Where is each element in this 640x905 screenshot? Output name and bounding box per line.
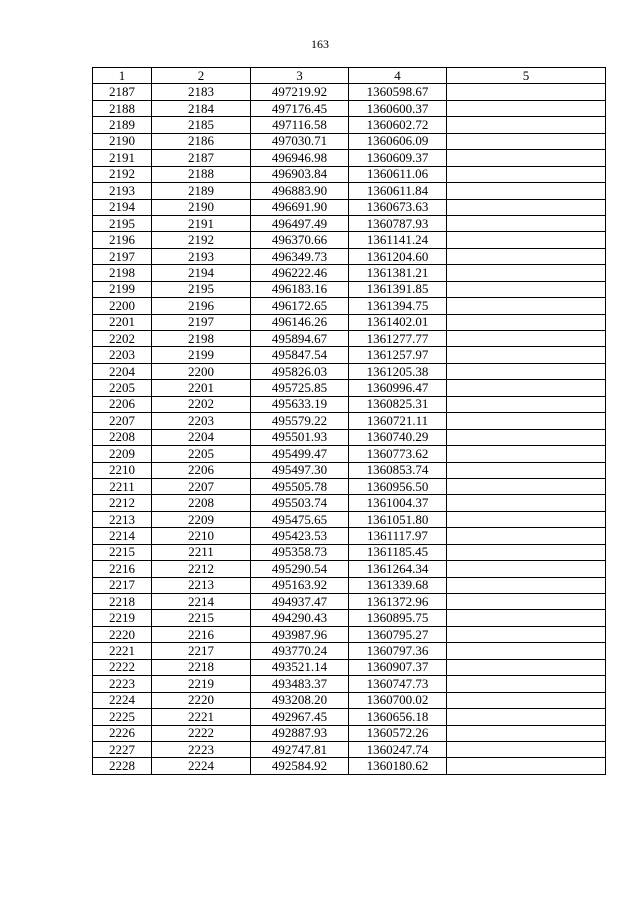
table-header	[93, 68, 606, 84]
cell-point-id: 2183	[152, 84, 251, 100]
cell-y-coordinate: 1360956.50	[349, 478, 447, 494]
table-row	[93, 248, 606, 264]
cell-point-id: 2222	[152, 725, 251, 741]
cell-point-id: 2210	[152, 528, 251, 544]
cell-x-coordinate: 496183.16	[251, 281, 349, 297]
cell-point-number: 2223	[93, 676, 152, 692]
cell-point-id: 2201	[152, 380, 251, 396]
header-col-5: 5	[447, 68, 606, 84]
cell-y-coordinate: 1361381.21	[349, 265, 447, 281]
cell-x-coordinate: 493208.20	[251, 692, 349, 708]
table-row	[93, 347, 606, 363]
cell-x-coordinate: 495499.47	[251, 446, 349, 462]
cell-y-coordinate: 1360740.29	[349, 429, 447, 445]
cell-y-coordinate: 1361204.60	[349, 248, 447, 264]
cell-y-coordinate: 1361205.38	[349, 363, 447, 379]
cell-x-coordinate: 495163.92	[251, 577, 349, 593]
cell-y-coordinate: 1360247.74	[349, 741, 447, 757]
cell-note	[447, 298, 606, 314]
cell-note	[447, 380, 606, 396]
header-col-2: 2	[152, 68, 251, 84]
cell-x-coordinate: 496370.66	[251, 232, 349, 248]
cell-point-id: 2190	[152, 199, 251, 215]
cell-note	[447, 725, 606, 741]
cell-x-coordinate: 495579.22	[251, 413, 349, 429]
cell-point-id: 2197	[152, 314, 251, 330]
cell-point-id: 2213	[152, 577, 251, 593]
cell-note	[447, 84, 606, 100]
cell-y-coordinate: 1360700.02	[349, 692, 447, 708]
cell-point-number: 2203	[93, 347, 152, 363]
cell-point-number: 2225	[93, 709, 152, 725]
table-row	[93, 659, 606, 675]
cell-point-number: 2188	[93, 100, 152, 116]
cell-y-coordinate: 1361277.77	[349, 331, 447, 347]
cell-x-coordinate: 495826.03	[251, 363, 349, 379]
cell-point-id: 2184	[152, 100, 251, 116]
cell-x-coordinate: 495725.85	[251, 380, 349, 396]
cell-point-number: 2201	[93, 314, 152, 330]
table-row	[93, 741, 606, 757]
header-col-4: 4	[349, 68, 447, 84]
cell-y-coordinate: 1360787.93	[349, 215, 447, 231]
cell-x-coordinate: 497030.71	[251, 133, 349, 149]
cell-point-id: 2186	[152, 133, 251, 149]
cell-y-coordinate: 1361394.75	[349, 298, 447, 314]
table-row	[93, 100, 606, 116]
cell-point-id: 2199	[152, 347, 251, 363]
cell-y-coordinate: 1360572.26	[349, 725, 447, 741]
cell-point-id: 2218	[152, 659, 251, 675]
table-row	[93, 594, 606, 610]
cell-x-coordinate: 495290.54	[251, 561, 349, 577]
cell-x-coordinate: 497176.45	[251, 100, 349, 116]
cell-y-coordinate: 1360673.63	[349, 199, 447, 215]
cell-point-number: 2228	[93, 758, 152, 774]
cell-note	[447, 150, 606, 166]
cell-point-number: 2197	[93, 248, 152, 264]
table-row	[93, 725, 606, 741]
cell-x-coordinate: 496349.73	[251, 248, 349, 264]
cell-note	[447, 215, 606, 231]
cell-note	[447, 626, 606, 642]
cell-point-id: 2191	[152, 215, 251, 231]
cell-y-coordinate: 1361391.85	[349, 281, 447, 297]
cell-y-coordinate: 1360609.37	[349, 150, 447, 166]
cell-point-id: 2203	[152, 413, 251, 429]
cell-x-coordinate: 495497.30	[251, 462, 349, 478]
cell-y-coordinate: 1360797.36	[349, 643, 447, 659]
cell-point-number: 2193	[93, 183, 152, 199]
cell-point-id: 2200	[152, 363, 251, 379]
cell-point-id: 2204	[152, 429, 251, 445]
cell-x-coordinate: 493987.96	[251, 626, 349, 642]
table-row	[93, 462, 606, 478]
cell-point-id: 2215	[152, 610, 251, 626]
cell-point-number: 2227	[93, 741, 152, 757]
cell-x-coordinate: 492967.45	[251, 709, 349, 725]
table-row	[93, 495, 606, 511]
cell-y-coordinate: 1360996.47	[349, 380, 447, 396]
cell-y-coordinate: 1360606.09	[349, 133, 447, 149]
cell-x-coordinate: 496172.65	[251, 298, 349, 314]
cell-y-coordinate: 1361185.45	[349, 544, 447, 560]
table-row	[93, 478, 606, 494]
table-row	[93, 331, 606, 347]
page-number: 163	[311, 37, 329, 51]
cell-point-id: 2209	[152, 511, 251, 527]
cell-y-coordinate: 1360747.73	[349, 676, 447, 692]
cell-note	[447, 643, 606, 659]
cell-point-number: 2206	[93, 396, 152, 412]
cell-y-coordinate: 1360773.62	[349, 446, 447, 462]
cell-note	[447, 511, 606, 527]
cell-point-number: 2196	[93, 232, 152, 248]
table-row	[93, 281, 606, 297]
cell-x-coordinate: 495847.54	[251, 347, 349, 363]
cell-point-id: 2207	[152, 478, 251, 494]
cell-x-coordinate: 492747.81	[251, 741, 349, 757]
cell-y-coordinate: 1361257.97	[349, 347, 447, 363]
table-row	[93, 265, 606, 281]
cell-point-id: 2192	[152, 232, 251, 248]
cell-x-coordinate: 496946.98	[251, 150, 349, 166]
cell-point-number: 2214	[93, 528, 152, 544]
cell-x-coordinate: 494937.47	[251, 594, 349, 610]
cell-note	[447, 281, 606, 297]
cell-x-coordinate: 494290.43	[251, 610, 349, 626]
cell-note	[447, 314, 606, 330]
table-row	[93, 166, 606, 182]
cell-note	[447, 676, 606, 692]
cell-point-number: 2198	[93, 265, 152, 281]
cell-point-id: 2224	[152, 758, 251, 774]
cell-point-id: 2208	[152, 495, 251, 511]
cell-x-coordinate: 495501.93	[251, 429, 349, 445]
cell-point-id: 2205	[152, 446, 251, 462]
cell-point-id: 2221	[152, 709, 251, 725]
table-row	[93, 413, 606, 429]
cell-x-coordinate: 492887.93	[251, 725, 349, 741]
cell-note	[447, 232, 606, 248]
cell-point-number: 2209	[93, 446, 152, 462]
cell-note	[447, 544, 606, 560]
table-row	[93, 380, 606, 396]
cell-x-coordinate: 495423.53	[251, 528, 349, 544]
table-row	[93, 363, 606, 379]
cell-note	[447, 495, 606, 511]
table-row	[93, 314, 606, 330]
table-row	[93, 133, 606, 149]
cell-note	[447, 610, 606, 626]
cell-y-coordinate: 1360611.06	[349, 166, 447, 182]
cell-x-coordinate: 495633.19	[251, 396, 349, 412]
cell-y-coordinate: 1361051.80	[349, 511, 447, 527]
table-row	[93, 298, 606, 314]
cell-note	[447, 577, 606, 593]
table-row	[93, 429, 606, 445]
cell-y-coordinate: 1361004.37	[349, 495, 447, 511]
table-row	[93, 215, 606, 231]
table-row	[93, 758, 606, 774]
cell-point-number: 2212	[93, 495, 152, 511]
cell-point-id: 2217	[152, 643, 251, 659]
table-row	[93, 446, 606, 462]
cell-y-coordinate: 1360611.84	[349, 183, 447, 199]
table-row	[93, 117, 606, 133]
cell-y-coordinate: 1360600.37	[349, 100, 447, 116]
cell-y-coordinate: 1361117.97	[349, 528, 447, 544]
cell-point-number: 2208	[93, 429, 152, 445]
cell-point-number: 2220	[93, 626, 152, 642]
cell-point-id: 2206	[152, 462, 251, 478]
cell-point-number: 2226	[93, 725, 152, 741]
cell-note	[447, 594, 606, 610]
cell-note	[447, 100, 606, 116]
cell-y-coordinate: 1361402.01	[349, 314, 447, 330]
cell-point-number: 2205	[93, 380, 152, 396]
cell-y-coordinate: 1361372.96	[349, 594, 447, 610]
cell-note	[447, 166, 606, 182]
cell-note	[447, 692, 606, 708]
cell-note	[447, 478, 606, 494]
table-row	[93, 709, 606, 725]
cell-x-coordinate: 496883.90	[251, 183, 349, 199]
table-row	[93, 676, 606, 692]
cell-point-id: 2195	[152, 281, 251, 297]
cell-note	[447, 741, 606, 757]
cell-note	[447, 133, 606, 149]
cell-y-coordinate: 1361264.34	[349, 561, 447, 577]
cell-y-coordinate: 1360598.67	[349, 84, 447, 100]
cell-x-coordinate: 497219.92	[251, 84, 349, 100]
header-col-1: 1	[93, 68, 152, 84]
cell-point-number: 2202	[93, 331, 152, 347]
cell-y-coordinate: 1360895.75	[349, 610, 447, 626]
cell-point-number: 2192	[93, 166, 152, 182]
cell-x-coordinate: 496146.26	[251, 314, 349, 330]
cell-point-number: 2207	[93, 413, 152, 429]
cell-point-number: 2224	[93, 692, 152, 708]
cell-note	[447, 659, 606, 675]
cell-point-number: 2217	[93, 577, 152, 593]
cell-note	[447, 265, 606, 281]
cell-point-id: 2185	[152, 117, 251, 133]
cell-x-coordinate: 496903.84	[251, 166, 349, 182]
cell-x-coordinate: 497116.58	[251, 117, 349, 133]
table-row	[93, 610, 606, 626]
cell-point-id: 2198	[152, 331, 251, 347]
cell-x-coordinate: 492584.92	[251, 758, 349, 774]
cell-point-id: 2214	[152, 594, 251, 610]
cell-x-coordinate: 493483.37	[251, 676, 349, 692]
table-row	[93, 84, 606, 100]
table-row	[93, 577, 606, 593]
cell-point-id: 2223	[152, 741, 251, 757]
cell-note	[447, 248, 606, 264]
table-row	[93, 626, 606, 642]
cell-x-coordinate: 495503.74	[251, 495, 349, 511]
cell-point-id: 2194	[152, 265, 251, 281]
cell-point-id: 2220	[152, 692, 251, 708]
cell-point-number: 2189	[93, 117, 152, 133]
cell-point-number: 2218	[93, 594, 152, 610]
cell-point-number: 2221	[93, 643, 152, 659]
cell-point-number: 2191	[93, 150, 152, 166]
table-row	[93, 232, 606, 248]
cell-note	[447, 199, 606, 215]
cell-y-coordinate: 1360180.62	[349, 758, 447, 774]
cell-note	[447, 429, 606, 445]
cell-y-coordinate: 1360656.18	[349, 709, 447, 725]
cell-point-number: 2219	[93, 610, 152, 626]
table-body	[93, 84, 606, 774]
cell-point-number: 2211	[93, 478, 152, 494]
cell-note	[447, 561, 606, 577]
cell-x-coordinate: 496497.49	[251, 215, 349, 231]
cell-point-number: 2204	[93, 363, 152, 379]
cell-x-coordinate: 496691.90	[251, 199, 349, 215]
cell-y-coordinate: 1361141.24	[349, 232, 447, 248]
cell-point-id: 2187	[152, 150, 251, 166]
cell-note	[447, 413, 606, 429]
cell-note	[447, 396, 606, 412]
table-row	[93, 199, 606, 215]
cell-point-number: 2195	[93, 215, 152, 231]
cell-note	[447, 183, 606, 199]
table-row	[93, 561, 606, 577]
table-row	[93, 643, 606, 659]
header-col-3: 3	[251, 68, 349, 84]
cell-y-coordinate: 1360602.72	[349, 117, 447, 133]
cell-point-id: 2193	[152, 248, 251, 264]
cell-note	[447, 347, 606, 363]
cell-point-id: 2189	[152, 183, 251, 199]
cell-x-coordinate: 495505.78	[251, 478, 349, 494]
table-row	[93, 528, 606, 544]
cell-point-id: 2212	[152, 561, 251, 577]
cell-point-number: 2213	[93, 511, 152, 527]
cell-y-coordinate: 1360721.11	[349, 413, 447, 429]
table-row	[93, 544, 606, 560]
table-row	[93, 150, 606, 166]
cell-point-number: 2215	[93, 544, 152, 560]
cell-point-number: 2190	[93, 133, 152, 149]
cell-point-id: 2196	[152, 298, 251, 314]
cell-point-number: 2194	[93, 199, 152, 215]
cell-note	[447, 331, 606, 347]
cell-x-coordinate: 495475.65	[251, 511, 349, 527]
cell-point-id: 2216	[152, 626, 251, 642]
cell-y-coordinate: 1361339.68	[349, 577, 447, 593]
cell-point-number: 2187	[93, 84, 152, 100]
coordinates-table	[92, 67, 606, 775]
cell-x-coordinate: 493521.14	[251, 659, 349, 675]
cell-point-id: 2219	[152, 676, 251, 692]
cell-note	[447, 446, 606, 462]
cell-note	[447, 709, 606, 725]
cell-note	[447, 117, 606, 133]
cell-x-coordinate: 495894.67	[251, 331, 349, 347]
cell-y-coordinate: 1360853.74	[349, 462, 447, 478]
cell-y-coordinate: 1360795.27	[349, 626, 447, 642]
cell-point-number: 2216	[93, 561, 152, 577]
cell-note	[447, 758, 606, 774]
cell-point-number: 2210	[93, 462, 152, 478]
table-row	[93, 692, 606, 708]
cell-note	[447, 528, 606, 544]
cell-point-id: 2211	[152, 544, 251, 560]
cell-point-id: 2202	[152, 396, 251, 412]
cell-y-coordinate: 1360907.37	[349, 659, 447, 675]
cell-point-number: 2222	[93, 659, 152, 675]
cell-note	[447, 462, 606, 478]
cell-x-coordinate: 495358.73	[251, 544, 349, 560]
cell-point-number: 2199	[93, 281, 152, 297]
cell-point-number: 2200	[93, 298, 152, 314]
header-row	[93, 68, 606, 84]
cell-note	[447, 363, 606, 379]
table-row	[93, 396, 606, 412]
cell-y-coordinate: 1360825.31	[349, 396, 447, 412]
table-row	[93, 183, 606, 199]
cell-x-coordinate: 493770.24	[251, 643, 349, 659]
cell-x-coordinate: 496222.46	[251, 265, 349, 281]
cell-point-id: 2188	[152, 166, 251, 182]
table-row	[93, 511, 606, 527]
